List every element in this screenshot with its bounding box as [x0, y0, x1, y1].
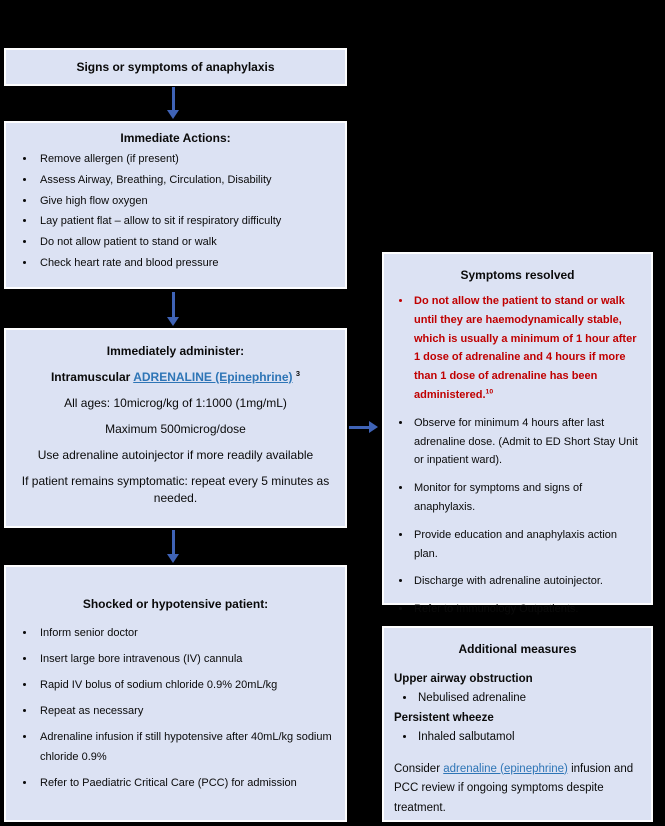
reference-superscript: 3 — [295, 369, 301, 378]
list-item: • Lay patient flat – allow to sit if respiratory difficulty — [36, 211, 339, 232]
reference-superscript: 10 — [485, 388, 494, 396]
list-item: • Rapid IV bolus of sodium chloride 0.9% 20mL/kg — [36, 675, 339, 695]
list-item: • Inform senior doctor — [36, 623, 339, 643]
persistent-wheeze-list — [394, 728, 641, 748]
warning-item — [412, 292, 643, 405]
list-item: • Monitor for symptoms and signs of anaphylaxis. — [412, 479, 643, 517]
administer-box — [4, 328, 347, 528]
list-item: • Insert large bore intravenous (IV) cannula — [36, 649, 339, 669]
list-item: • Repeat as necessary — [36, 701, 339, 721]
consider-prefix: Consider — [394, 762, 444, 775]
administer-autoinjector: Use adrenaline autoinjector if more readily available — [37, 448, 314, 462]
warning-text: Do not allow the patient to stand or walk until they are haemodynamically stable, which is usually a minimum of 1 hour after 1 dose of adrenaline and 4 hours if more than 1 dose of adrenaline has been administered. — [414, 295, 637, 401]
additional-measures-box — [382, 626, 653, 822]
shocked-box — [4, 565, 347, 822]
consider-paragraph — [394, 760, 641, 819]
flow-arrow-right — [349, 426, 370, 429]
administer-max-dose: Maximum 500microg/dose — [105, 422, 246, 436]
administer-dose: All ages: 10microg/kg of 1:1000 (1mg/mL) — [64, 396, 287, 410]
list-item: • Assess Airway, Breathing, Circulation, Disability — [36, 170, 339, 191]
adrenaline-infusion-link[interactable]: adrenaline (epinephrine) — [443, 762, 568, 775]
list-item: • Do not allow patient to stand or walk — [36, 232, 339, 253]
immediate-actions-list — [12, 149, 339, 274]
consider-suffix: infusion and PCC review if ongoing symptoms despite treatment. — [394, 762, 634, 814]
list-item: • Nebulised adrenaline — [416, 689, 641, 709]
symptoms-resolved-list — [392, 292, 643, 619]
upper-airway-subhead: Upper airway obstruction — [394, 672, 533, 685]
flow-arrow-down-3 — [172, 530, 175, 555]
list-item: • Provide education and anaphylaxis action plan. — [412, 526, 643, 564]
list-item: • Check heart rate and blood pressure — [36, 253, 339, 274]
shocked-list — [12, 623, 339, 793]
flow-arrow-down-3-head — [167, 554, 179, 563]
flow-arrow-down-1-head — [167, 110, 179, 119]
flow-arrow-down-1 — [172, 87, 175, 111]
immediate-actions-box — [4, 121, 347, 289]
list-item: • Discharge with adrenaline autoinjector. — [412, 572, 643, 591]
list-item: • Observe for minimum 4 hours after last adrenaline dose. (Admit to ED Short Stay Unit or inpatient ward). — [412, 414, 643, 470]
administer-title: Immediately administer: — [106, 344, 245, 358]
list-item: • Refer to Paediatric Critical Care (PCC) for admission — [36, 773, 339, 793]
signs-title: Signs or symptoms of anaphylaxis — [76, 60, 275, 74]
signs-box — [4, 48, 347, 86]
upper-airway-list — [394, 689, 641, 709]
list-item: • Give high flow oxygen — [36, 191, 339, 212]
list-item: • Refer to Immunology Outpatients. — [412, 600, 643, 619]
flow-arrow-down-2-head — [167, 317, 179, 326]
list-item: • Adrenaline infusion if still hypotensive after 40mL/kg sodium chloride 0.9% — [36, 727, 339, 767]
immediate-actions-title: Immediate Actions: — [120, 131, 231, 145]
route-prefix: Intramuscular — [50, 370, 134, 384]
administer-route-line — [14, 369, 337, 386]
additional-measures-title: Additional measures — [458, 642, 577, 656]
administer-repeat: If patient remains symptomatic: repeat every 5 minutes as needed. — [21, 474, 330, 505]
list-item: • Remove allergen (if present) — [36, 149, 339, 170]
adrenaline-link[interactable]: ADRENALINE (Epinephrine) — [133, 370, 293, 384]
shocked-title: Shocked or hypotensive patient: — [82, 597, 269, 611]
symptoms-resolved-box — [382, 252, 653, 616]
persistent-wheeze-subhead: Persistent wheeze — [394, 711, 494, 724]
flow-arrow-right-head — [369, 421, 378, 433]
flow-arrow-down-2 — [172, 292, 175, 318]
list-item: • Inhaled salbutamol — [416, 728, 641, 748]
symptoms-resolved-title: Symptoms resolved — [460, 268, 575, 282]
